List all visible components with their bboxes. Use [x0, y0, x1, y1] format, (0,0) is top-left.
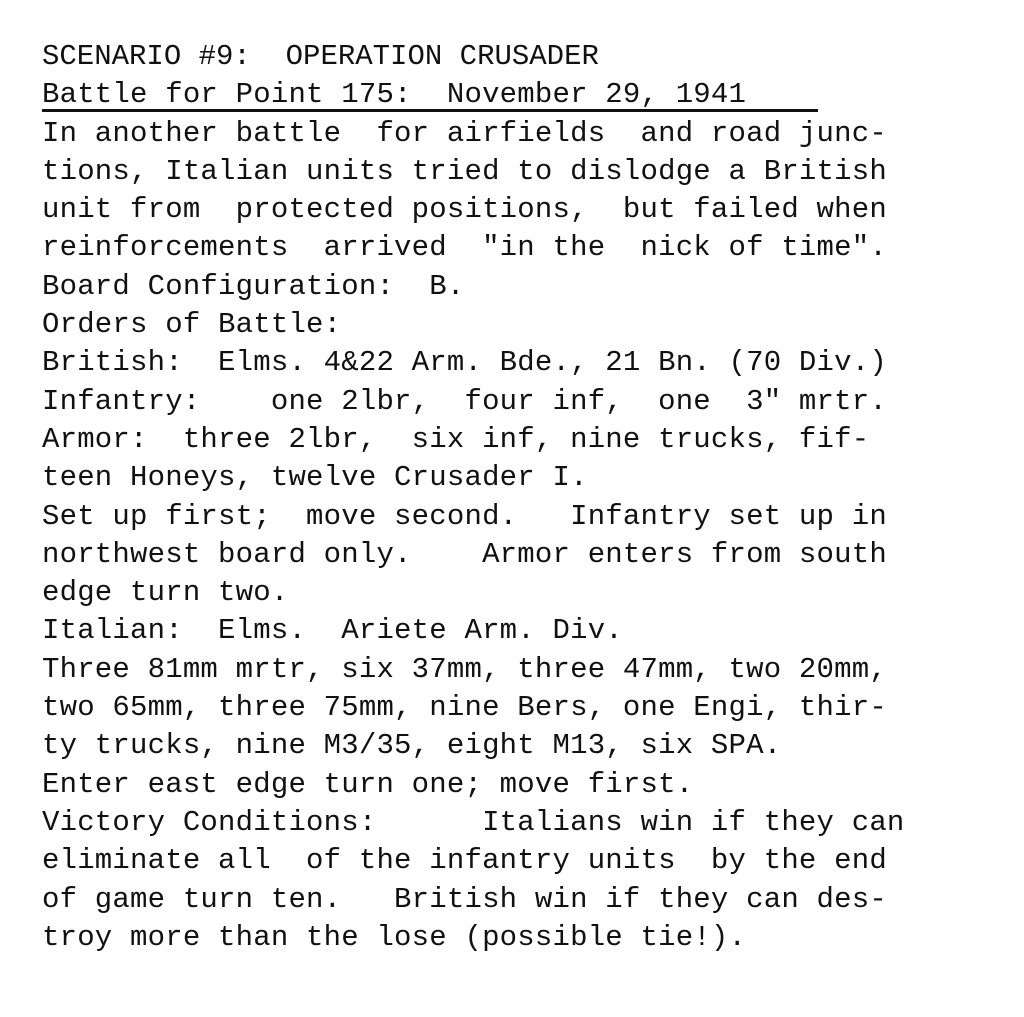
- text-line: In another battle for airfields and road junc-: [42, 116, 887, 150]
- text-line: two 65mm, three 75mm, nine Bers, one Engi, thir-: [42, 691, 887, 725]
- text-line: of game turn ten. British win if they can des-: [42, 882, 887, 916]
- text-line: tions, Italian units tried to dislodge a British: [42, 154, 887, 188]
- text-line: northwest board only. Armor enters from south: [42, 537, 887, 571]
- scenario-text: [42, 38, 982, 957]
- text-line: edge turn two.: [42, 576, 289, 610]
- scenario-title: SCENARIO #9: OPERATION CRUSADER: [42, 40, 599, 73]
- text-line: teen Honeys, twelve Crusader I.: [42, 461, 588, 495]
- text-line: troy more than the lose (possible tie!).: [42, 920, 747, 954]
- italian-units: Three 81mm mrtr, six 37mm, three 47mm, two 20mm,: [42, 652, 887, 686]
- board-configuration: Board Configuration: B.: [42, 269, 465, 303]
- text-line: ty trucks, nine M3/35, eight M13, six SPA.: [42, 729, 782, 763]
- british-forces: British: Elms. 4&22 Arm. Bde., 21 Bn. (70 Div.): [42, 346, 887, 380]
- text-line: eliminate all of the infantry units by the end: [42, 844, 887, 878]
- british-armor: Armor: three 2lbr, six inf, nine trucks, fif-: [42, 422, 870, 456]
- italian-setup: Enter east edge turn one; move first.: [42, 767, 694, 801]
- text-line: unit from protected positions, but failed when: [42, 193, 887, 227]
- british-infantry: Infantry: one 2lbr, four inf, one 3" mrtr.: [42, 384, 887, 418]
- british-setup: Set up first; move second. Infantry set up in: [42, 499, 887, 533]
- scenario-subtitle: Battle for Point 175: November 29, 1941: [42, 78, 747, 112]
- italian-forces: Italian: Elms. Ariete Arm. Div.: [42, 614, 623, 648]
- victory-conditions: Victory Conditions: Italians win if they can: [42, 805, 905, 839]
- text-line: reinforcements arrived "in the nick of time".: [42, 231, 887, 265]
- orders-of-battle-heading: Orders of Battle:: [42, 308, 342, 342]
